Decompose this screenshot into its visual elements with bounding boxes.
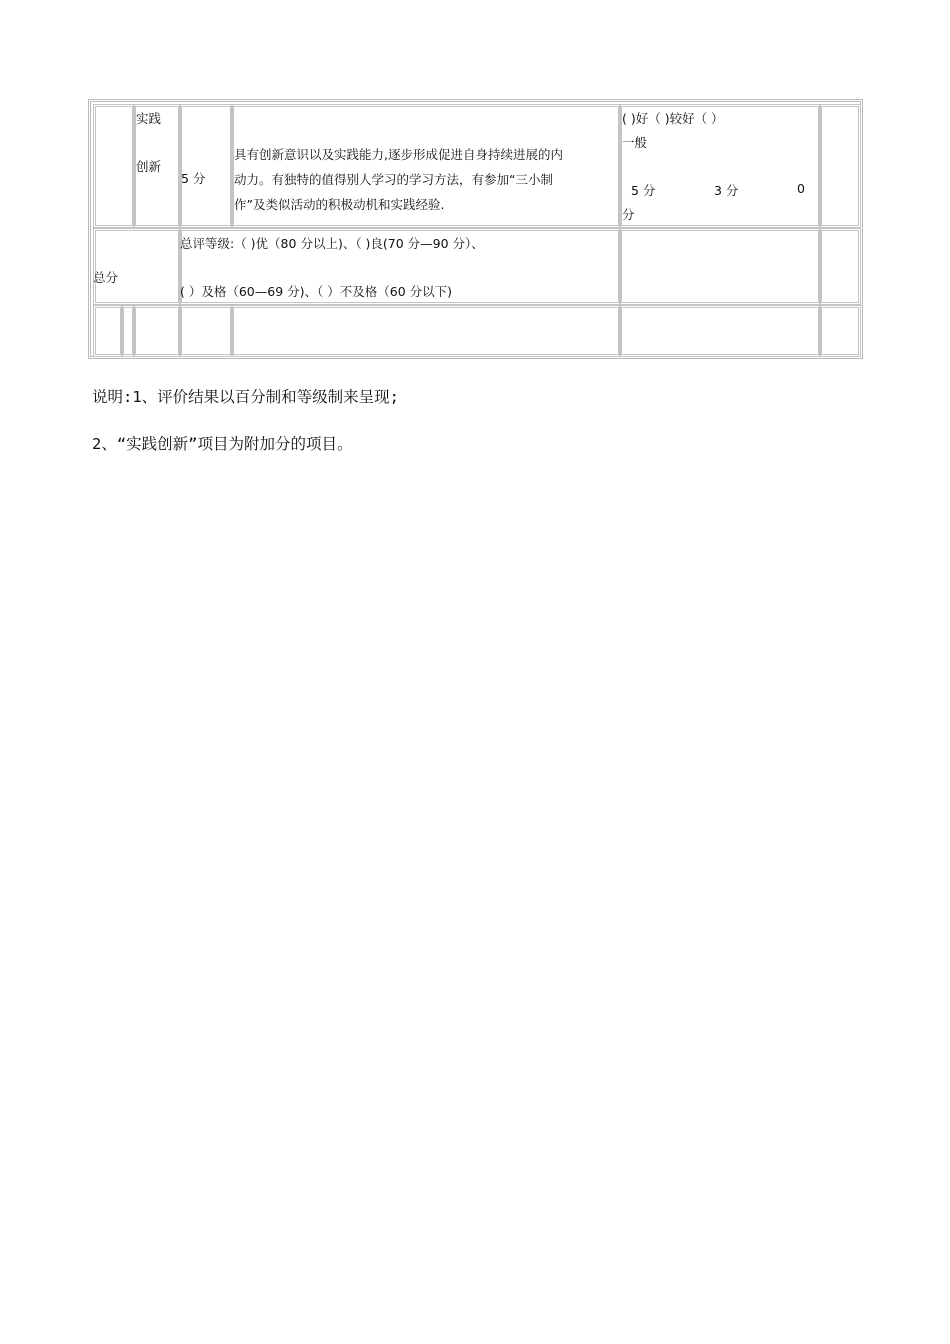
table-cell-empty-3 bbox=[133, 305, 181, 357]
rating-options-line2: 一般 bbox=[622, 135, 648, 150]
table-cell-empty-6 bbox=[619, 305, 821, 357]
score-average-unit: 分 bbox=[622, 207, 635, 222]
criteria-line2: 动力。有独特的值得别人学习的学习方法，有参加“三小制 bbox=[234, 172, 553, 187]
score-good: 5 分 bbox=[631, 183, 656, 198]
grade-line1: 总评等级:（ )优（80 分以上)、（ )良(70 分—90 分）、 bbox=[180, 236, 484, 251]
score-average: 0 bbox=[797, 181, 805, 196]
table-cell-points bbox=[179, 104, 233, 228]
points-value: 5 分 bbox=[181, 171, 206, 186]
grade-line2: ( ）及格（60—69 分)、（ ）不及格（60 分以下) bbox=[180, 284, 452, 299]
table-cell-empty-4 bbox=[179, 305, 233, 357]
table-cell-total-rating bbox=[619, 228, 821, 305]
rating-options-line1: ( )好（ )较好（ ） bbox=[622, 111, 724, 126]
table-cell-blank-right bbox=[819, 104, 861, 228]
table-cell-blank-left bbox=[93, 104, 135, 228]
table-cell-total-label bbox=[93, 228, 181, 305]
item-name-line1: 实践 bbox=[136, 111, 162, 126]
total-label: 总分 bbox=[93, 270, 119, 285]
item-name-line2: 创新 bbox=[136, 159, 162, 174]
criteria-line1: 具有创新意识以及实践能力,逐步形成促进自身持续进展的内 bbox=[234, 147, 563, 162]
note-line2: 2、“实践创新”项目为附加分的项目。 bbox=[92, 435, 353, 453]
table-cell-total-right bbox=[819, 228, 861, 305]
note-line1: 说明:1、评价结果以百分制和等级制来呈现; bbox=[92, 388, 399, 406]
score-fair: 3 分 bbox=[714, 183, 739, 198]
criteria-line3: 作”及类似活动的积极动机和实践经验. bbox=[234, 197, 445, 212]
table-cell-empty-1 bbox=[93, 305, 123, 357]
evaluation-table bbox=[88, 99, 863, 359]
table-cell-empty-5 bbox=[231, 305, 621, 357]
table-cell-empty-7 bbox=[819, 305, 861, 357]
